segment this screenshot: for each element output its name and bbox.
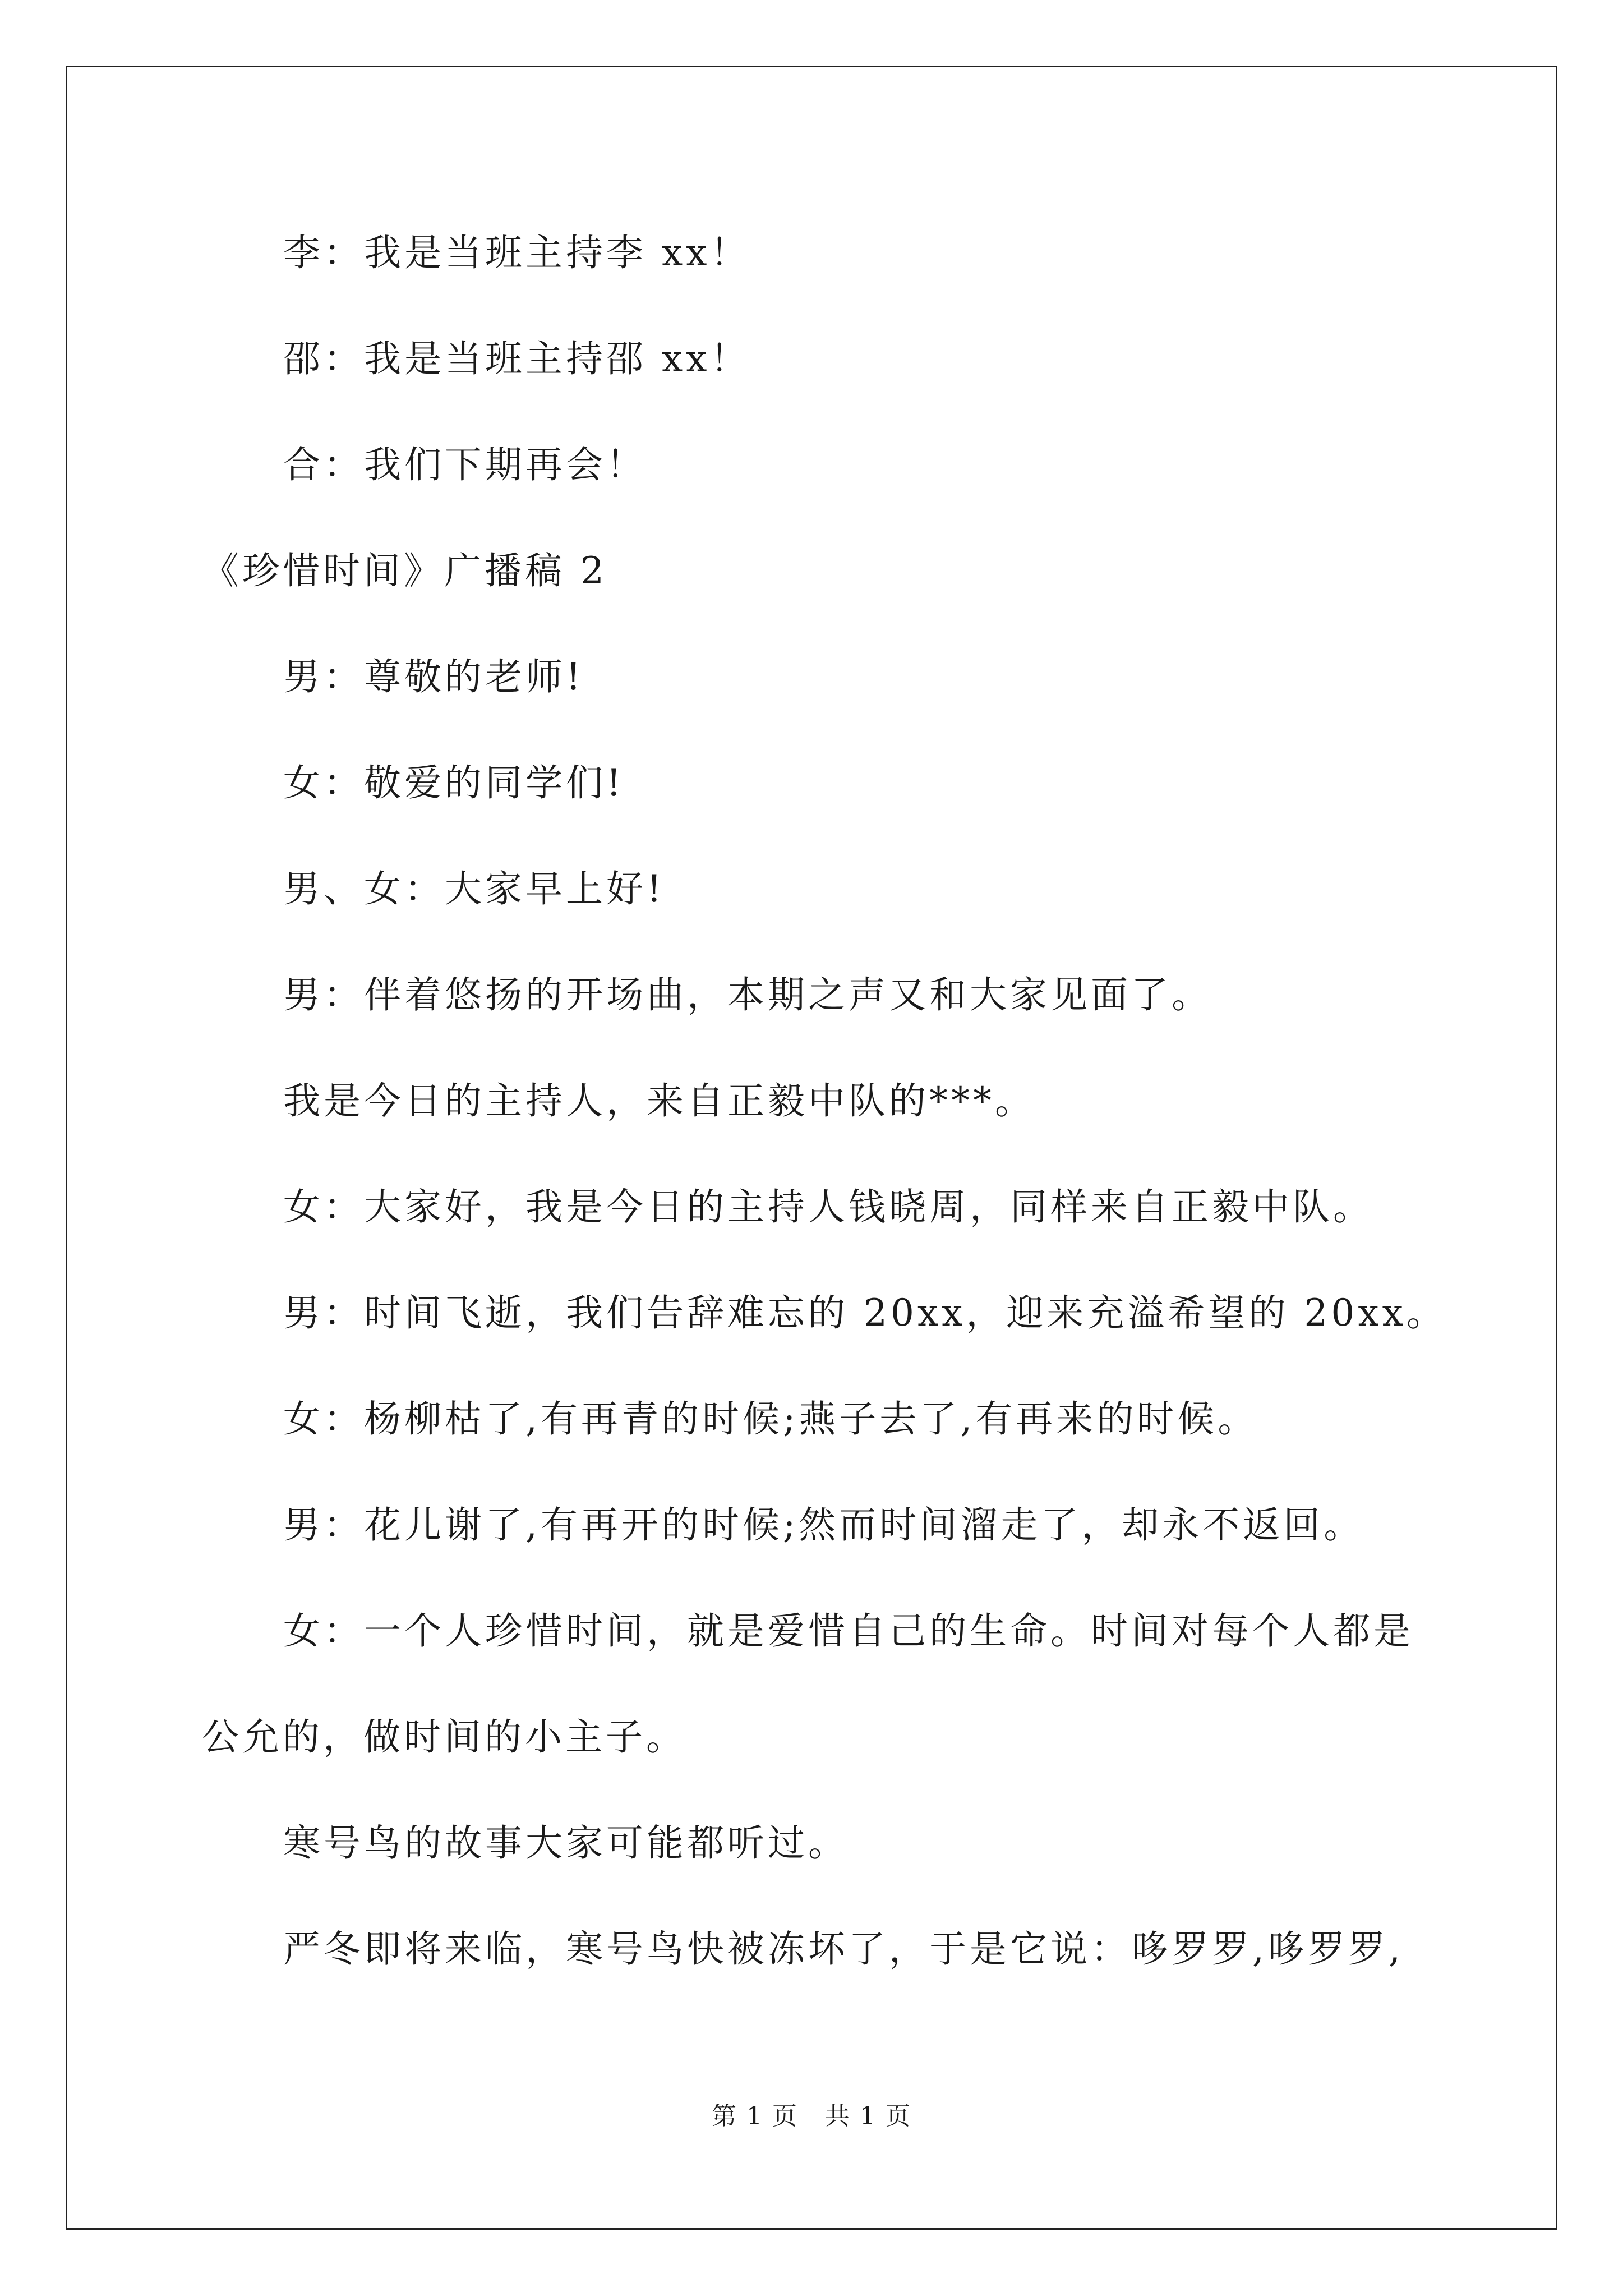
text-line-17: 严冬即将来临，寒号鸟快被冻坏了，于是它说：哆罗罗,哆罗罗, xyxy=(283,1927,1404,1971)
text-line-15: 公允的，做时间的小主子。 xyxy=(202,1715,686,1759)
text-line-14: 女：一个人珍惜时间，就是爱惜自己的生命。时间对每个人都是 xyxy=(283,1609,1414,1653)
page-number-current: 第 1 页 xyxy=(712,2102,798,2131)
page-footer xyxy=(0,2101,1623,2132)
text-line-16: 寒号鸟的故事大家可能都听过。 xyxy=(283,1821,849,1865)
text-line-7: 男、女：大家早上好! xyxy=(283,867,665,910)
page-number-total: 共 1 页 xyxy=(825,2102,911,2131)
text-line-5: 男：尊敬的老师! xyxy=(283,655,584,698)
text-line-3: 合：我们下期再会！ xyxy=(283,443,647,486)
text-line-10: 女：大家好，我是今日的主持人钱晓周，同样来自正毅中队。 xyxy=(283,1185,1373,1228)
text-line-8: 男：伴着悠扬的开场曲，本期之声又和大家见面了。 xyxy=(283,973,1212,1016)
text-line-13: 男：花儿谢了,有再开的时候;然而时间溜走了，却永不返回。 xyxy=(283,1503,1364,1547)
section-heading: 《珍惜时间》广播稿 2 xyxy=(202,549,607,592)
text-line-6: 女：敬爱的同学们! xyxy=(283,761,625,804)
text-line-12: 女：杨柳枯了,有再青的时候;燕子去了,有再来的时候。 xyxy=(283,1397,1258,1441)
text-line-2: 邵：我是当班主持邵 xx！ xyxy=(283,337,751,380)
text-line-11: 男：时间飞逝，我们告辞难忘的 20xx，迎来充溢希望的 20xx。 xyxy=(283,1291,1447,1335)
page-frame xyxy=(66,66,1557,2230)
text-line-1: 李：我是当班主持李 xx！ xyxy=(283,231,751,274)
text-line-9: 我是今日的主持人，来自正毅中队的***。 xyxy=(283,1079,1035,1122)
